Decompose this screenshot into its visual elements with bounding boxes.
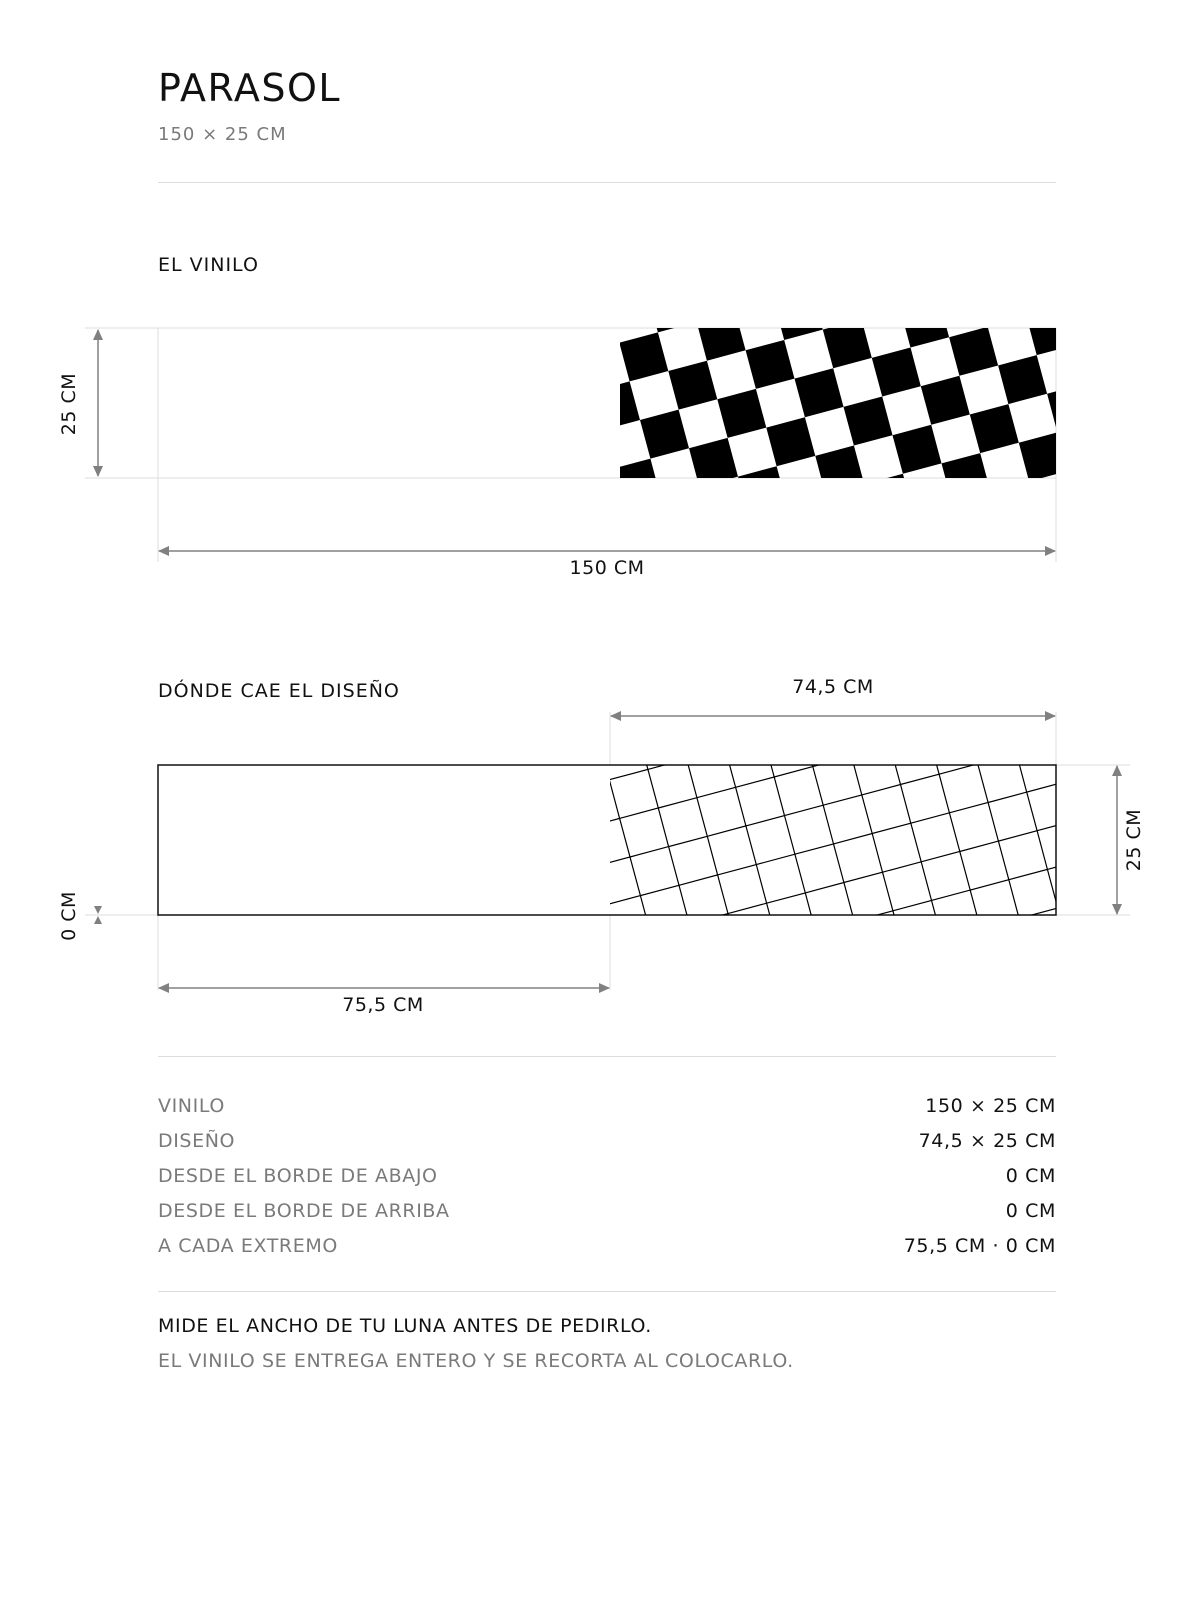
checker-square <box>841 707 890 756</box>
checker-square <box>483 762 532 811</box>
checker-square <box>934 579 983 628</box>
checker-square <box>504 839 553 888</box>
checker-square <box>854 911 903 960</box>
checker-square <box>973 1045 1022 1080</box>
checker-square <box>947 638 996 687</box>
checker-square <box>983 608 1032 657</box>
checker-square <box>1132 236 1181 285</box>
checker-square <box>849 581 898 630</box>
design-width-label: 74,5 CM <box>792 676 874 698</box>
spec-row-vinyl <box>158 1088 1056 1123</box>
checker-square <box>813 756 862 805</box>
checker-square <box>1011 559 1060 608</box>
checker-square <box>717 389 766 438</box>
checker-square <box>908 172 957 221</box>
checker-square <box>836 523 885 572</box>
checker-square <box>769 1058 818 1080</box>
checker-square <box>655 157 704 206</box>
page-title: PARASOL <box>158 66 342 110</box>
checker-square <box>893 425 942 474</box>
checker-square <box>1140 110 1189 159</box>
spec-value: 75,5 CM · 0 CM <box>903 1234 1056 1257</box>
checker-square <box>1153 314 1200 363</box>
checker-square <box>964 74 1013 123</box>
checker-square <box>787 495 836 544</box>
checker-square <box>885 551 934 600</box>
bottom-offset-label: 0 CM <box>58 891 80 941</box>
checker-square <box>715 700 764 749</box>
checker-square <box>550 227 599 276</box>
checker-square <box>720 1030 769 1079</box>
checker-square <box>576 634 625 683</box>
checker-square <box>1171 702 1200 751</box>
checker-square <box>749 981 798 1030</box>
checker-square <box>808 572 857 621</box>
checker-square <box>1026 306 1075 355</box>
checker-square <box>578 178 627 227</box>
checker-square <box>879 221 928 270</box>
checker-square <box>883 862 932 911</box>
checker-square <box>722 573 771 622</box>
section-label-placement: DÓNDE CAE EL DISEÑO <box>158 680 400 702</box>
checker-square <box>928 250 977 299</box>
checker-square <box>534 479 583 528</box>
checker-square <box>1094 722 1143 771</box>
checker-square <box>960 841 1009 890</box>
checker-square <box>906 628 955 677</box>
checker-square <box>1089 538 1138 587</box>
checker-square <box>921 376 970 425</box>
checker-square <box>985 152 1034 201</box>
checker-square <box>847 1037 896 1080</box>
placement-height-label: 25 CM <box>1123 808 1145 872</box>
checker-square <box>668 361 717 410</box>
vinyl-height-label: 25 CM <box>58 372 80 436</box>
checker-square <box>977 278 1026 327</box>
checker-square <box>1045 694 1094 743</box>
checker-square <box>666 671 715 720</box>
checker-square <box>609 769 658 818</box>
checker-square <box>1117 489 1166 538</box>
checker-square <box>710 515 759 564</box>
checker-square <box>617 643 666 692</box>
checker-square <box>1091 82 1140 131</box>
checker-square <box>566 1071 615 1080</box>
checker-square <box>746 340 795 389</box>
checker-square <box>998 355 1047 404</box>
checker-square <box>764 728 813 777</box>
checker-square <box>926 560 975 609</box>
checker-square <box>781 165 830 214</box>
checker-square <box>753 214 802 263</box>
divider-notes-top <box>158 1291 1056 1292</box>
checker-square <box>1109 470 1158 519</box>
bottom-offset-dimension <box>58 891 102 941</box>
checker-square <box>1166 517 1200 566</box>
checker-square <box>962 530 1011 579</box>
checker-square <box>864 474 913 523</box>
checker-square <box>887 95 936 144</box>
checker-square <box>597 711 646 760</box>
checker-square <box>581 818 630 867</box>
checker-square <box>570 304 619 353</box>
checker-square <box>872 348 921 397</box>
checker-square <box>736 777 785 826</box>
spec-row-each-end <box>158 1228 1056 1263</box>
checker-square <box>704 185 753 234</box>
checker-square <box>700 952 749 1001</box>
checker-square <box>900 299 949 348</box>
checker-square <box>725 263 774 312</box>
checker-square <box>1192 779 1200 828</box>
checker-square <box>967 715 1016 764</box>
checker-square <box>1030 947 1079 996</box>
spec-row-top-edge <box>158 1193 1056 1228</box>
checker-square <box>591 381 640 430</box>
checker-pattern-solid <box>472 33 1200 760</box>
checker-square <box>1003 540 1052 589</box>
left-offset-label: 75,5 CM <box>342 994 424 1016</box>
checker-square <box>820 630 869 679</box>
checker-square <box>815 446 864 495</box>
checker-square <box>936 123 985 172</box>
checker-square <box>939 764 988 813</box>
checker-square <box>1042 54 1091 103</box>
checker-square <box>1055 257 1104 306</box>
checker-square <box>702 642 751 691</box>
checker-square <box>653 613 702 662</box>
checker-square <box>896 1065 945 1080</box>
checker-square <box>730 593 779 642</box>
checker-square <box>648 283 697 332</box>
checker-square <box>532 790 581 839</box>
checker-square <box>689 438 738 487</box>
checker-square <box>826 960 875 1009</box>
checker-square <box>756 854 805 903</box>
design-width-dimension <box>610 676 1056 721</box>
checker-square <box>1075 334 1124 383</box>
checker-square <box>1107 926 1156 975</box>
checker-square <box>1034 180 1083 229</box>
checker-square <box>1060 587 1109 636</box>
checker-square <box>671 1001 720 1050</box>
checker-square <box>795 368 844 417</box>
checker-square <box>877 532 926 581</box>
checker-square <box>952 967 1001 1016</box>
checker-square <box>738 466 787 515</box>
spec-value: 0 CM <box>1005 1199 1056 1222</box>
checker-square <box>462 685 511 734</box>
checker-square <box>472 248 521 297</box>
checker-square <box>1143 751 1192 800</box>
checker-square <box>844 397 893 446</box>
checker-square <box>692 1079 741 1081</box>
checker-square <box>771 602 820 651</box>
checker-square <box>604 585 653 634</box>
divider-specs-top <box>158 1056 1056 1057</box>
checker-square <box>1145 440 1194 489</box>
checker-square <box>1135 877 1184 926</box>
checker-square <box>707 826 756 875</box>
note-measure: MIDE EL ANCHO DE TU LUNA ANTES DE PEDIRLO. <box>158 1315 652 1337</box>
checker-square <box>645 594 694 643</box>
checker-square <box>638 720 687 769</box>
spec-label: DESDE EL BORDE DE ABAJO <box>158 1164 438 1187</box>
left-offset-dimension <box>158 983 610 1016</box>
vinyl-width-dimension <box>158 546 1056 579</box>
checker-square <box>1179 575 1200 624</box>
checker-square <box>802 242 851 291</box>
checker-square <box>774 291 823 340</box>
checker-square <box>627 206 676 255</box>
checker-square <box>1189 138 1200 187</box>
checker-square <box>903 939 952 988</box>
checker-square <box>1009 869 1058 918</box>
checker-square <box>890 736 939 785</box>
checker-square <box>630 847 679 896</box>
checker-square <box>493 325 542 374</box>
checker-square <box>1024 617 1073 666</box>
spec-value: 0 CM <box>1005 1164 1056 1187</box>
checker-square <box>501 199 550 248</box>
vinyl-diagram <box>58 33 1200 760</box>
checker-square <box>681 564 730 613</box>
checker-square <box>913 502 962 551</box>
checker-square <box>1019 432 1068 481</box>
vinyl-width-label: 150 CM <box>569 557 645 579</box>
checker-square <box>785 805 834 854</box>
checker-square <box>1083 208 1132 257</box>
spec-value: 74,5 × 25 CM <box>918 1129 1056 1152</box>
checker-square <box>949 327 998 376</box>
checker-square <box>862 785 911 834</box>
checker-square <box>524 916 573 965</box>
placement-height-dimension <box>1112 765 1145 915</box>
checker-square <box>743 651 792 700</box>
checker-square <box>514 402 563 451</box>
checker-square <box>823 319 872 368</box>
checker-square <box>728 903 777 952</box>
checker-square <box>1163 828 1200 877</box>
section-label-vinyl: EL VINILO <box>158 254 259 276</box>
checker-square <box>1016 743 1065 792</box>
checker-square <box>924 1016 973 1065</box>
checker-square <box>1058 898 1107 947</box>
checker-square <box>975 589 1024 638</box>
checker-square <box>898 609 947 658</box>
checker-square <box>911 813 960 862</box>
checker-square <box>981 918 1030 967</box>
checker-square <box>834 834 883 883</box>
checker-square <box>542 353 591 402</box>
checker-square <box>511 713 560 762</box>
checker-square <box>869 658 918 707</box>
checker-square <box>1006 229 1055 278</box>
spec-row-bottom-edge <box>158 1158 1056 1193</box>
checker-square <box>553 867 602 916</box>
spec-value: 150 × 25 CM <box>925 1094 1056 1117</box>
checker-square <box>1047 383 1096 432</box>
checker-square <box>1101 596 1150 645</box>
checker-square <box>1073 645 1122 694</box>
checker-square <box>602 896 651 945</box>
checker-square <box>970 404 1019 453</box>
checker-square <box>1068 461 1117 510</box>
checker-square <box>1156 954 1200 1003</box>
checker-square <box>805 883 854 932</box>
checker-square <box>599 255 648 304</box>
checker-square <box>679 875 728 924</box>
page-subtitle: 150 × 25 CM <box>158 124 287 145</box>
spec-label: DISEÑO <box>158 1129 236 1152</box>
checker-square <box>625 662 674 711</box>
checker-square <box>640 410 689 459</box>
checker-square <box>658 798 707 847</box>
checker-square <box>851 270 900 319</box>
checker-square <box>1124 363 1173 412</box>
checker-square <box>766 417 815 466</box>
checker-square <box>988 792 1037 841</box>
checker-square <box>622 973 671 1022</box>
checker-square <box>540 664 589 713</box>
checker-square <box>1013 103 1062 152</box>
checker-square <box>1138 566 1187 615</box>
checker-square <box>1150 624 1199 673</box>
checker-square <box>1184 905 1200 954</box>
checker-square <box>1173 391 1200 440</box>
checker-square <box>1052 568 1101 617</box>
checker-square <box>676 234 725 283</box>
checker-square <box>545 994 594 1043</box>
checker-square <box>1081 519 1130 568</box>
checker-square <box>651 924 700 973</box>
checker-square <box>1181 265 1200 314</box>
checker-square <box>1160 187 1200 236</box>
checker-square <box>1168 61 1200 110</box>
checker-square <box>875 988 924 1037</box>
checker-square <box>798 1009 847 1058</box>
placement-vinyl-outline <box>158 765 1056 915</box>
checker-square <box>1194 468 1200 517</box>
checker-square <box>810 116 859 165</box>
checker-square <box>1037 820 1086 869</box>
checker-square <box>1128 1003 1177 1052</box>
checker-square <box>674 691 723 740</box>
vinyl-height-dimension <box>58 329 103 477</box>
checker-square <box>583 508 632 557</box>
checker-square <box>830 193 879 242</box>
checker-square <box>1065 771 1114 820</box>
checker-square <box>612 459 661 508</box>
checker-square <box>1079 975 1128 1024</box>
spec-row-design <box>158 1123 1056 1158</box>
checker-square <box>954 511 1003 560</box>
checker-square <box>1050 1024 1099 1073</box>
checker-square <box>1122 673 1171 722</box>
checker-square <box>732 136 781 185</box>
checker-square <box>857 600 906 649</box>
checker-square <box>694 622 743 671</box>
spec-label: VINILO <box>158 1094 225 1117</box>
checker-square <box>996 666 1045 715</box>
checker-square <box>918 687 967 736</box>
checker-square <box>619 332 668 381</box>
checker-square <box>661 487 710 536</box>
checker-square <box>1062 131 1111 180</box>
checker-square <box>942 453 991 502</box>
specs-table <box>158 1088 1056 1263</box>
checker-square <box>779 621 828 670</box>
checker-square <box>991 481 1040 530</box>
spec-label: DESDE EL BORDE DE ARRIBA <box>158 1199 450 1222</box>
checker-square <box>1111 159 1160 208</box>
spec-label: A CADA EXTREMO <box>158 1234 338 1257</box>
checker-square <box>1119 33 1168 82</box>
checker-square <box>697 312 746 361</box>
checker-square <box>957 201 1006 250</box>
checker-square <box>1096 412 1145 461</box>
checker-square <box>1130 547 1179 596</box>
checker-square <box>491 636 540 685</box>
checker-square <box>1001 996 1050 1045</box>
checker-square <box>573 945 622 994</box>
checker-square <box>568 615 617 664</box>
checker-square <box>859 144 908 193</box>
checker-square <box>521 276 570 325</box>
checker-square <box>687 749 736 798</box>
checker-square <box>800 553 849 602</box>
checker-square <box>777 932 826 981</box>
checker-square <box>643 1050 692 1080</box>
checker-square <box>594 1022 643 1071</box>
checker-square <box>1104 285 1153 334</box>
checker-square <box>563 430 612 479</box>
note-delivery: EL VINILO SE ENTREGA ENTERO Y SE RECORTA AL COLOCARLO. <box>158 1350 794 1372</box>
checker-square <box>1158 498 1200 547</box>
